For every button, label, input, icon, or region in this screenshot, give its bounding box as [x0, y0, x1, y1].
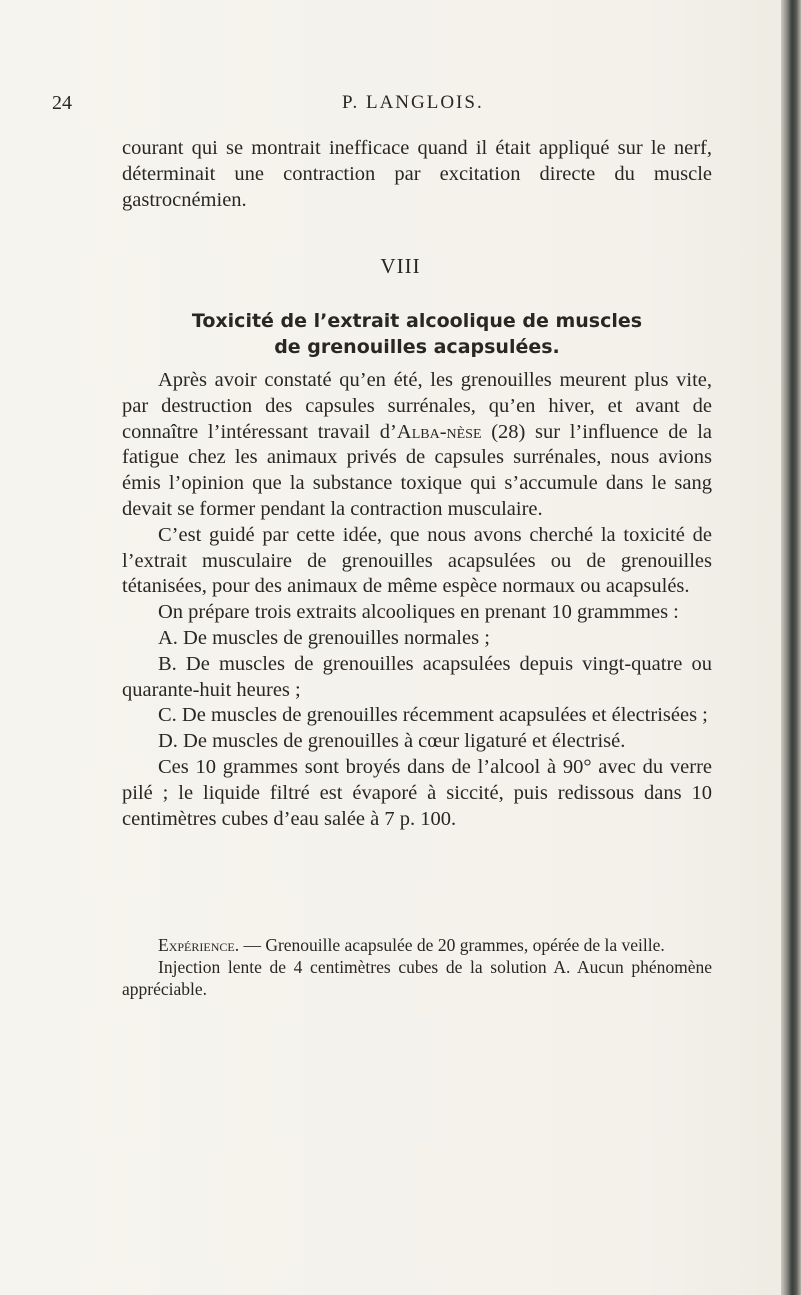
cited-author: Alba-nèse [396, 420, 482, 443]
list-item-a: A. De muscles de grenouilles normales ; [158, 626, 490, 649]
running-head [52, 92, 752, 116]
body-text [122, 368, 712, 832]
opening-paragraph: courant qui se montrait inefficace quand il était appliqué sur le nerf, déterminait une contraction par excitation directe du muscle gastrocnémien. [122, 137, 712, 211]
paragraph-1-start: Après avoir constaté qu’en été, les grenouilles meurent plus vite, par destruction des capsules surrénales, qu’en hiver, et avant de connaître l’intéressant travail d’ [122, 369, 712, 443]
list-item-b: B. De muscles de grenouilles acapsulées depuis vingt-quatre ou quarante-huit heures ; [122, 652, 712, 701]
experiment-text: — Grenouille acapsulée de 20 grammes, opérée de la veille. [239, 935, 665, 955]
experiment-note [122, 934, 712, 1000]
experiment-line [122, 934, 712, 956]
page-number: 24 [52, 92, 72, 114]
paragraph-1 [122, 368, 712, 523]
experiment-label: Expérience. [158, 935, 240, 955]
paragraph-1-end: (28) sur l’influence de la fatigue chez les animaux privés de capsules surrénales, nous avions émis l’opinion que la substance toxique qui s’accumule dans le sang devait se former pendant la contraction musculaire. [122, 420, 712, 520]
paragraph-3: On prépare trois extraits alcooliques en prenant 10 grammmes : [158, 601, 679, 624]
running-head-author: P. LANGLOIS. [342, 92, 484, 113]
paragraph-2: C’est guidé par cette idée, que nous avons cherché la toxicité de l’extrait musculaire de grenouilles acapsulées ou de grenouilles tétanisées, pour des animaux de même espèce normaux ou acapsulés. [122, 523, 712, 598]
paragraph-4: Ces 10 grammes sont broyés dans de l’alcool à 90° avec du verre pilé ; le liquide filtré est évaporé à siccité, puis redissous dans 10 centimètres cubes d’eau salée à 7 p. 100. [122, 755, 712, 830]
list-item-d: D. De muscles de grenouilles à cœur ligaturé et électrisé. [158, 730, 626, 753]
section-title [122, 308, 712, 360]
section-title-line-1: Toxicité de l’extrait alcoolique de muscles [191, 310, 643, 332]
list-item-c: C. De muscles de grenouilles récemment acapsulées et électrisées ; [158, 704, 708, 727]
book-binding-edge [781, 0, 801, 1295]
section-title-line-2: de grenouilles acapsulées. [274, 336, 560, 358]
injection-line: Injection lente de 4 centimètres cubes de la solution A. Aucun phénomène appréciable. [122, 957, 712, 999]
section-number: VIII [380, 254, 421, 278]
